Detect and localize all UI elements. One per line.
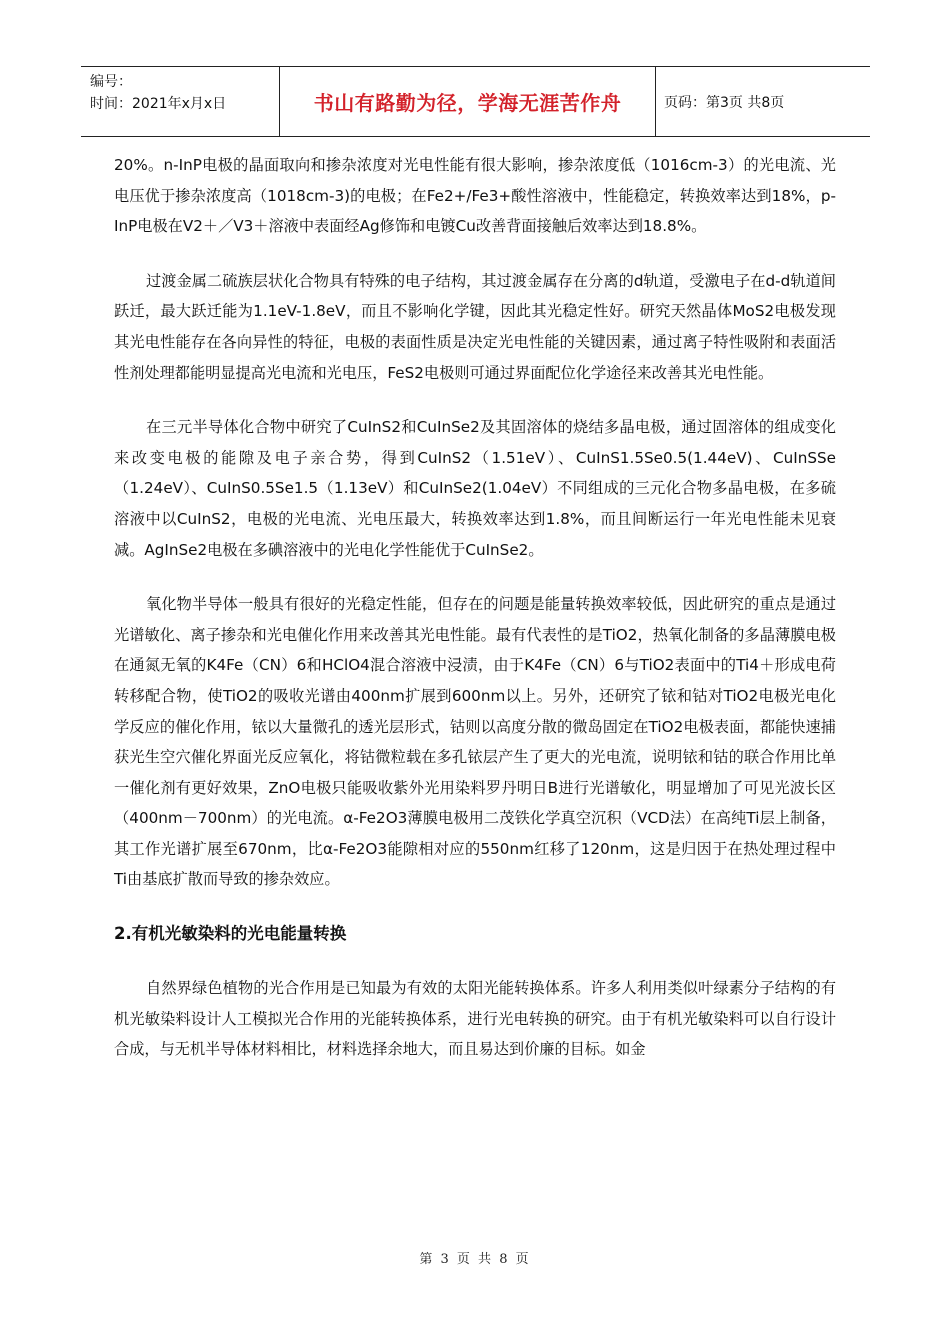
- header-meta: [81, 67, 279, 136]
- paragraph-2: 过渡金属二硫族层状化合物具有特殊的电子结构，其过渡金属存在分离的d轨道，受激电子在d-d轨道间跃迁，最大跃迁能为1.1eV-1.8eV，而且不影响化学键，因此其光稳定性好。研究天然晶体MoS2电极发现其光电性能存在各向异性的特征，电极的表面性质是决定光电性能的关键因素，通过离子特性吸附和表面活性剂处理都能明显提高光电流和光电压，FeS2电极则可通过界面配位化学途径来改善其光电性能。: [114, 271, 836, 382]
- header-page-info: 页码：第3页 共8页: [655, 67, 870, 136]
- paragraph-1: 20%。n-InP电极的晶面取向和掺杂浓度对光电性能有很大影响，掺杂浓度低（1016cm-3）的光电流、光电压优于掺杂浓度高（1018cm-3)的电极；在Fe2+/Fe3+酸性溶液中，性能稳定，转换效率达到18%，p-InP电极在V2＋／V3＋溶液中表面经Ag修饰和电镀Cu改善背面接触后效率达到18.8%。: [114, 156, 836, 236]
- header-motto: 书山有路勤为径，学海无涯苦作舟: [279, 67, 655, 136]
- time-label: 时间：2021年x月x日: [90, 96, 227, 112]
- page-footer: 第 3 页 共 8 页: [419, 1252, 531, 1267]
- page-header: [81, 66, 870, 137]
- paragraph-3: 在三元半导体化合物中研究了CuInS2和CuInSe2及其固溶体的烧结多晶电极，通过固溶体的组成变化来改变电极的能隙及电子亲合势，得到CuInS2（1.51eV）、CuInS1.5Se0.5(1.44eV)、CuInSSe（1.24eV）、CuInS0.5Se1.5（1.13eV）和CuInSe2(1.04eV）不同组成的三元化合物多晶电极，在多硫溶液中以CuInS2，电极的光电流、光电压最大，转换效率达到1.8%，而且间断运行一年光电性能未见衰减。AgInSe2电极在多碘溶液中的光电化学性能优于CuInSe2。: [114, 418, 836, 559]
- paragraph-4: 氧化物半导体一般具有很好的光稳定性能，但存在的问题是能量转换效率较低，因此研究的重点是通过光谱敏化、离子掺杂和光电催化作用来改善其光电性能。最有代表性的是TiO2，热氧化制备的多晶薄膜电极在通氮无氧的K4Fe（CN）6和HClO4混合溶液中浸渍，由于K4Fe（CN）6与TiO2表面中的Ti4＋形成电荷转移配合物，使TiO2的吸收光谱由400nm扩展到600nm以上。另外，还研究了铱和钴对TiO2电极光电化学反应的催化作用，铱以大量微孔的透光层形式，钴则以高度分散的微岛固定在TiO2电极表面，都能快速捕获光生空穴催化界面光反应氧化，将钴微粒载在多孔铱层产生了更大的光电流，说明铱和钴的联合作用比单一催化剂有更好效果，ZnO电极只能吸收紫外光用染料罗丹明日B进行光谱敏化，明显增加了可见光波长区（400nm－700nm）的光电流。α-Fe2O3薄膜电极用二茂铁化学真空沉积（VCD法）在高纯Ti层上制备，其工作光谱扩展至670nm，比α-Fe2O3能隙相对应的550nm红移了120nm，这是归因于在热处理过程中Ti由基底扩散而导致的掺杂效应。: [114, 595, 836, 889]
- serial-label: 编号：: [90, 74, 132, 90]
- section-heading: 2.有机光敏染料的光电能量转换: [114, 924, 347, 944]
- paragraph-5: 自然界绿色植物的光合作用是已知最为有效的太阳光能转换体系。许多人利用类似叶绿素分子结构的有机光敏染料设计人工模拟光合作用的光能转换体系，进行光电转换的研究。由于有机光敏染料可以自行设计合成，与无机半导体材料相比，材料选择余地大，而且易达到价廉的目标。如金: [114, 979, 836, 1059]
- document-body: [114, 150, 836, 1065]
